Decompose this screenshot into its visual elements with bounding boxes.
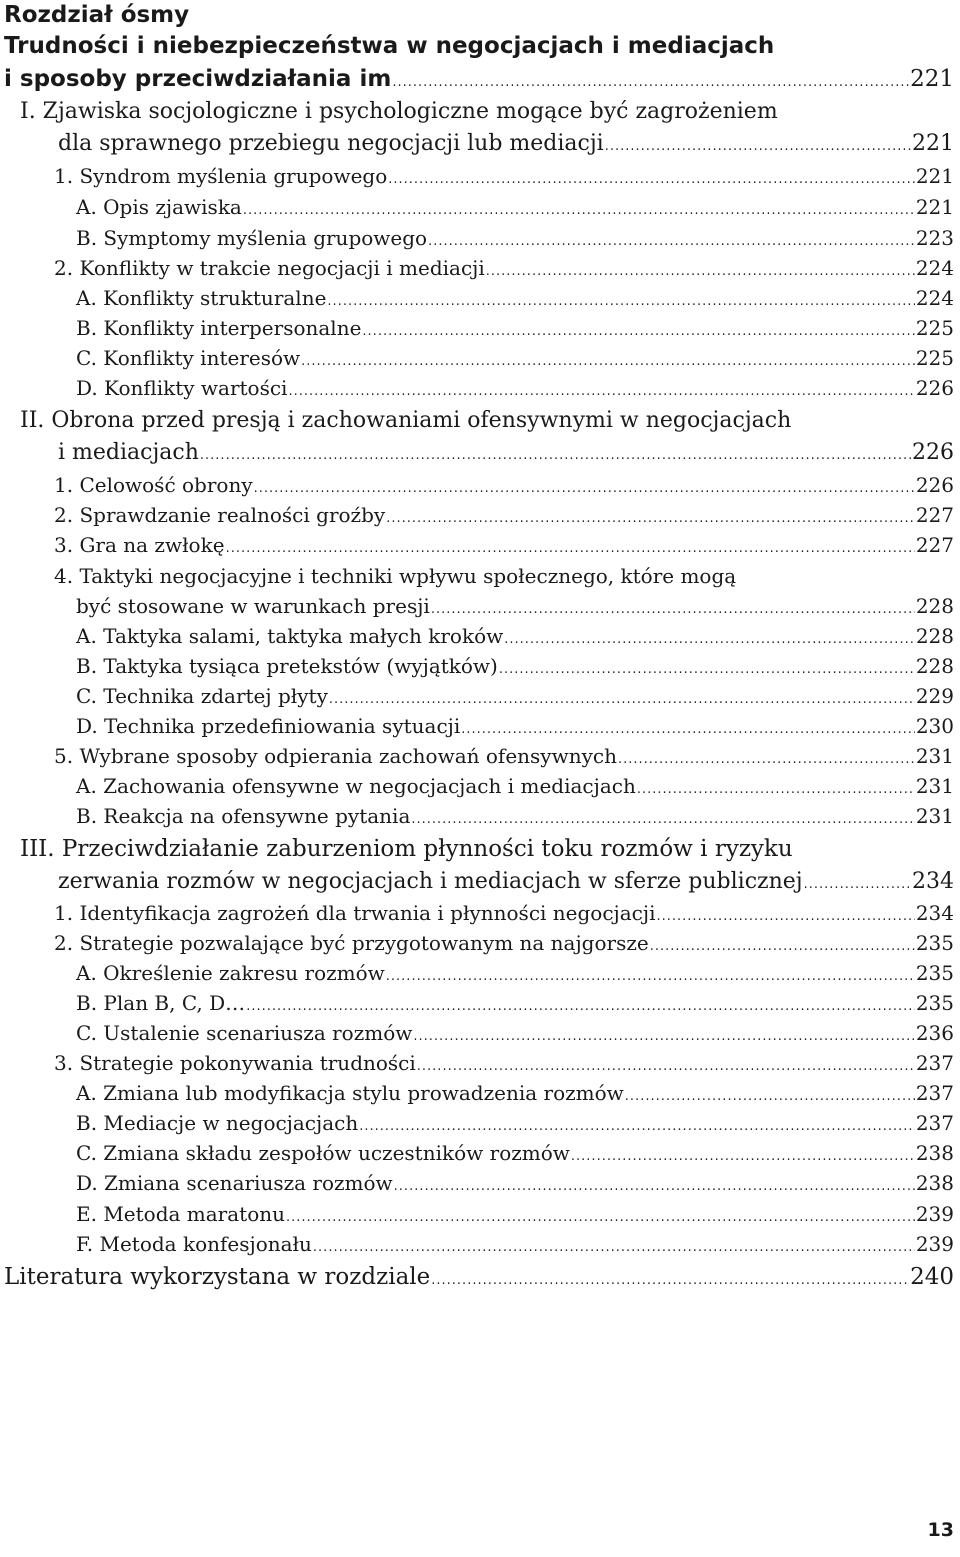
toc-entry-page: 237 (915, 1111, 954, 1135)
toc-entry-title: C. Technika zdartej płyty (76, 684, 328, 708)
leader-dots (226, 534, 915, 564)
toc-entry (0, 253, 960, 283)
toc-entry (0, 741, 960, 771)
toc-entry-bibliography (0, 1262, 960, 1292)
toc-entry (0, 438, 960, 468)
chapter-label: Rozdział ósmy (4, 2, 190, 28)
toc-entry-page: 224 (915, 286, 954, 310)
toc-entry (0, 1199, 960, 1229)
toc-entry-page: 235 (915, 931, 954, 955)
toc-entry-page: 226 (915, 376, 954, 400)
toc-entry-page: 228 (915, 624, 954, 648)
toc-entry-title: F. Metoda konfesjonału (76, 1232, 312, 1256)
toc-entry-page: 224 (915, 256, 954, 280)
toc-entry-title: C. Zmiana składu zespołów uczestników rozmów (76, 1141, 570, 1165)
toc-entry (0, 129, 960, 159)
toc-entry-title: A. Opis zjawiska (76, 195, 242, 219)
toc-entry-title: 3. Gra na zwłokę (54, 533, 225, 557)
toc-entry-page: 235 (915, 991, 954, 1015)
toc-entry-title: 2. Konflikty w trakcie negocjacji i mediacji (54, 256, 485, 280)
toc-entry-page: 228 (915, 594, 954, 618)
toc-entry-page: 226 (912, 440, 954, 465)
toc-entry (0, 500, 960, 530)
toc-entry-title: 1. Celowość obrony (54, 473, 253, 497)
leader-dots (804, 870, 911, 900)
toc-entry (0, 591, 960, 621)
leader-dots (394, 1172, 915, 1202)
toc-entry-page: 231 (915, 804, 954, 828)
toc-entry-page: 228 (915, 654, 954, 678)
toc-entry-title: E. Metoda maratonu (76, 1202, 286, 1226)
toc-entry-page: 221 (915, 195, 954, 219)
toc-entry-title: Literatura wykorzystana w rozdziale (4, 1264, 431, 1290)
toc-entry-title: A. Zachowania ofensywne w negocjacjach i mediacjach (76, 774, 636, 798)
toc-entry-title: A. Zmiana lub modyfikacja stylu prowadzenia rozmów (76, 1081, 624, 1105)
toc-entry (0, 621, 960, 651)
toc-entry (0, 283, 960, 313)
toc-entry-title: A. Określenie zakresu rozmów (76, 961, 385, 985)
toc-entry (0, 1168, 960, 1198)
toc-entry-title: B. Konflikty interpersonalne (76, 316, 362, 340)
toc-entry (0, 223, 960, 253)
leader-dots (392, 68, 909, 98)
toc-entry-title: 2. Strategie pozwalające być przygotowanym na najgorsze (54, 931, 649, 955)
leader-dots (411, 805, 914, 835)
leader-dots (388, 165, 915, 195)
toc-entry-page: 225 (915, 346, 954, 370)
toc-entry (0, 313, 960, 343)
toc-entry (0, 343, 960, 373)
toc-entry-title: 1. Syndrom myślenia grupowego (54, 164, 388, 188)
toc-entry (0, 470, 960, 500)
toc-entry (0, 373, 960, 403)
toc-entry-title: 5. Wybrane sposoby odpierania zachowań ofensywnych (54, 744, 617, 768)
toc-entry-page: 221 (912, 131, 954, 156)
toc-entry-title: III. Przeciwdziałanie zaburzeniom płynności toku rozmów i ryzyku (20, 836, 793, 862)
toc-entry-page: 237 (915, 1051, 954, 1075)
toc-entry (0, 1048, 960, 1078)
toc-entry-title: i mediacjach (58, 440, 199, 465)
toc-entry-page: 239 (915, 1202, 954, 1226)
toc-entry (0, 651, 960, 681)
toc-entry-title: I. Zjawiska socjologiczne i psychologiczne mogące być zagrożeniem (20, 99, 778, 124)
leader-dots (431, 1266, 909, 1296)
toc-entry (0, 1138, 960, 1168)
toc-entry-page: 231 (915, 744, 954, 768)
toc-entry (0, 681, 960, 711)
page-number: 13 (927, 1519, 954, 1541)
toc-entry-page: 221 (910, 66, 954, 92)
toc-entry-page: 221 (915, 164, 954, 188)
toc-entry-page: 227 (915, 503, 954, 527)
toc-entry (0, 958, 960, 988)
toc-entry-title: A. Taktyka salami, taktyka małych kroków (76, 624, 504, 648)
toc-entry-title: D. Technika przedefiniowania sytuacji (76, 714, 461, 738)
toc-entry (0, 530, 960, 560)
toc-entry-page: 225 (915, 316, 954, 340)
toc-entry (0, 867, 960, 897)
toc-entry-title: D. Konflikty wartości (76, 376, 288, 400)
toc-entry-page: 237 (915, 1081, 954, 1105)
toc-entry-page: 239 (915, 1232, 954, 1256)
toc-entry-title: B. Reakcja na ofensywne pytania (76, 804, 411, 828)
toc-entry (0, 192, 960, 222)
toc-entry-title: A. Konflikty strukturalne (76, 286, 327, 310)
toc-entry (0, 898, 960, 928)
toc-entry-title: B. Mediacje w negocjacjach (76, 1111, 359, 1135)
toc-entry-page: 231 (915, 774, 954, 798)
toc-entry-page: 227 (915, 533, 954, 557)
leader-dots (288, 377, 914, 407)
toc-entry-page: 236 (915, 1021, 954, 1045)
toc-entry-title: i sposoby przeciwdziałania im (4, 66, 392, 92)
toc-entry (0, 711, 960, 741)
toc-entry-title: B. Symptomy myślenia grupowego (76, 226, 428, 250)
toc-entry (0, 1078, 960, 1108)
leader-dots (313, 1233, 915, 1263)
toc-entry-title: II. Obrona przed presją i zachowaniami ofensywnymi w negocjacjach (20, 408, 792, 433)
toc-entry (0, 161, 960, 191)
toc-entry-title: 2. Sprawdzanie realności groźby (54, 503, 386, 527)
toc-entry-page: 229 (915, 684, 954, 708)
toc-entry-title: C. Konflikty interesów (76, 346, 301, 370)
toc-entry-title: dla sprawnego przebiegu negocjacji lub mediacji (58, 131, 604, 156)
toc-entry (0, 801, 960, 831)
toc-entry-title: D. Zmiana scenariusza rozmów (76, 1171, 393, 1195)
toc-entry-page: 226 (915, 473, 954, 497)
toc-entry-page: 223 (915, 226, 954, 250)
toc-entry-title: zerwania rozmów w negocjacjach i mediacjach w sferze publicznej (58, 869, 803, 894)
toc-entry (0, 771, 960, 801)
toc-entry (0, 1018, 960, 1048)
chapter-title-line-1: Trudności i niebezpieczeństwa w negocjacjach i mediacjach (4, 33, 775, 59)
toc-entry (0, 1108, 960, 1138)
toc-entry (0, 1229, 960, 1259)
toc-entry-chapter-title (0, 64, 960, 94)
toc-entry-title: C. Ustalenie scenariusza rozmów (76, 1021, 413, 1045)
toc-entry (0, 988, 960, 1018)
toc-entry-page: 234 (915, 901, 954, 925)
toc-entry-title: 3. Strategie pokonywania trudności (54, 1051, 416, 1075)
toc-entry-page: 238 (915, 1141, 954, 1165)
leader-dots (605, 132, 911, 162)
toc-entry-page: 230 (915, 714, 954, 738)
toc-entry-title: B. Plan B, C, D… (76, 991, 246, 1015)
toc-entry-page: 238 (915, 1171, 954, 1195)
toc-entry-page: 234 (912, 869, 954, 894)
toc-entry-title: być stosowane w warunkach presji (76, 594, 430, 618)
toc-entry-page: 235 (915, 961, 954, 985)
toc-entry-title: 1. Identyfikacja zagrożeń dla trwania i płynności negocjacji (54, 901, 656, 925)
toc-entry-title: B. Taktyka tysiąca pretekstów (wyjątków) (76, 654, 498, 678)
leader-dots (200, 441, 911, 471)
toc-entry-title: 4. Taktyki negocjacyjne i techniki wpływu społecznego, które mogą (54, 564, 737, 588)
toc-entry (0, 928, 960, 958)
leader-dots (243, 196, 915, 226)
toc-entry-page: 240 (910, 1264, 954, 1290)
